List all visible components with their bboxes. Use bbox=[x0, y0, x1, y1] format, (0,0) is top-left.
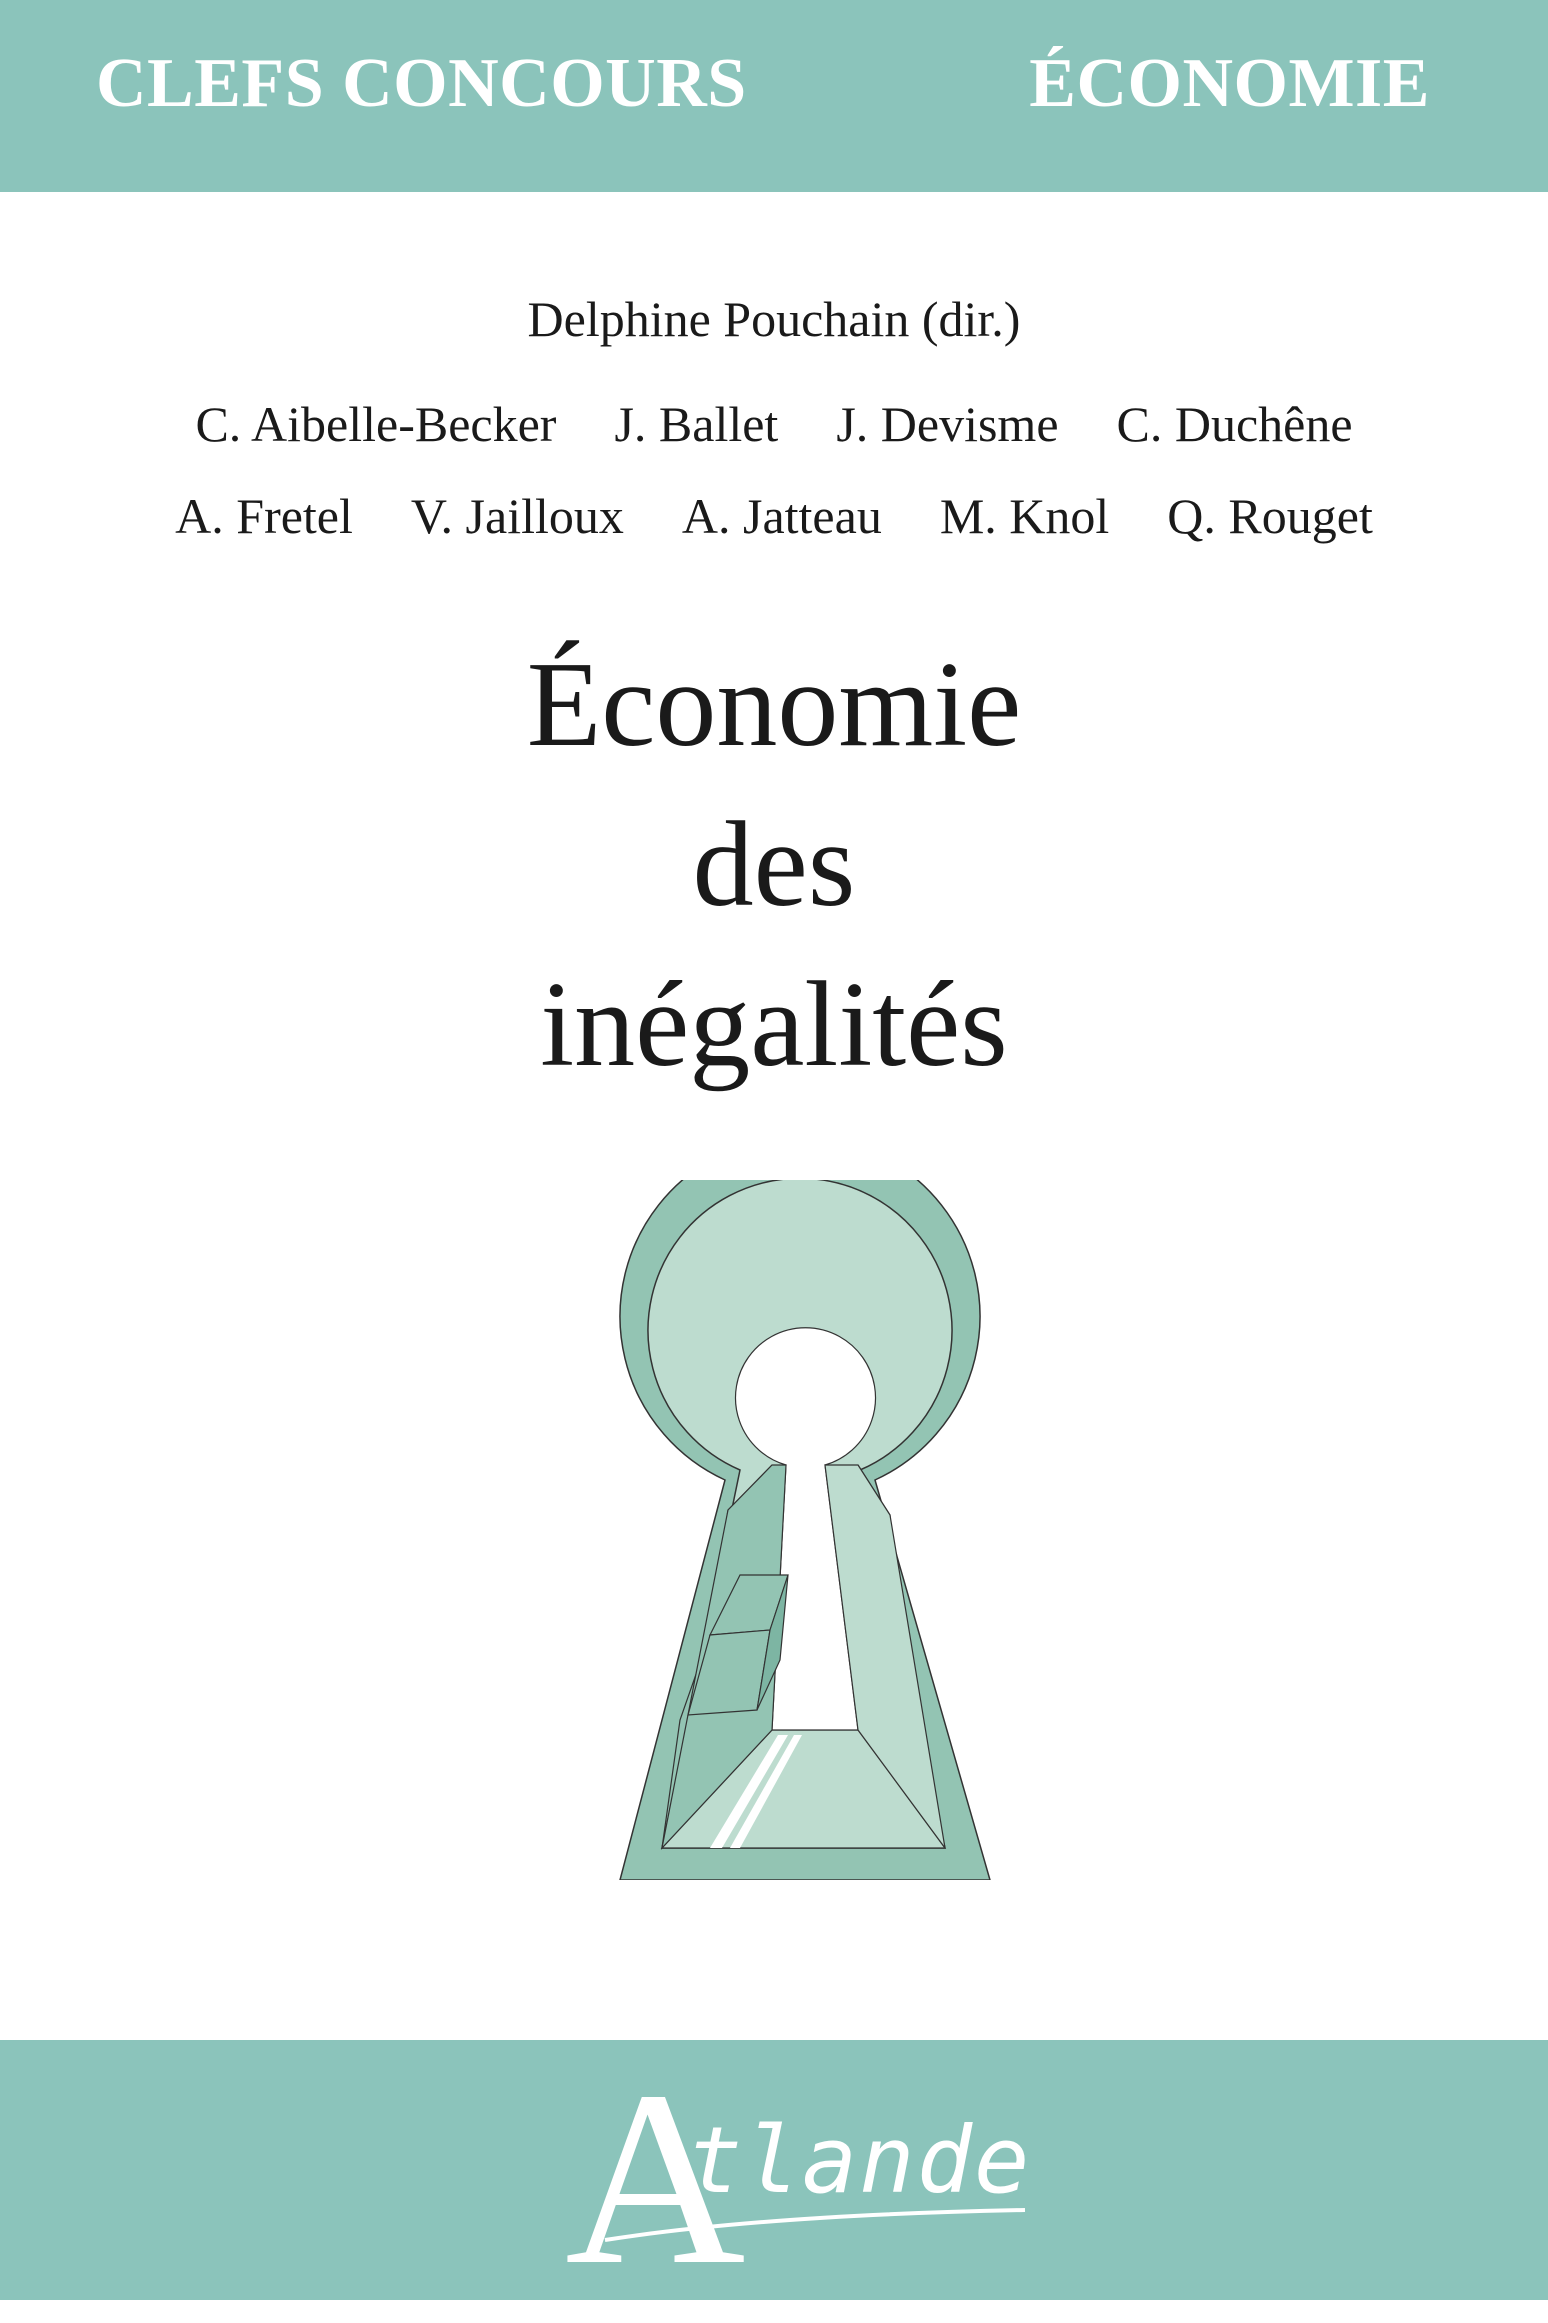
author-name: J. Ballet bbox=[614, 396, 779, 452]
author-name: C. Aibelle-Becker bbox=[195, 396, 557, 452]
top-band bbox=[0, 0, 1548, 192]
keyhole-icon bbox=[600, 1180, 1000, 1880]
authors-row-2 bbox=[0, 487, 1548, 545]
series-name: CLEFS CONCOURS bbox=[96, 45, 747, 122]
publisher-logo bbox=[565, 2040, 1045, 2317]
logo-swoosh-icon bbox=[565, 2055, 1045, 2285]
logo-wordmark: tlande bbox=[687, 2107, 1032, 2214]
author-name: A. Jatteau bbox=[681, 488, 882, 544]
author-name: C. Duchêne bbox=[1116, 396, 1353, 452]
discipline-name: ÉCONOMIE bbox=[1029, 45, 1430, 122]
book-title bbox=[0, 625, 1548, 1105]
authors-row-1 bbox=[0, 395, 1548, 453]
book-director: Delphine Pouchain (dir.) bbox=[527, 291, 1021, 347]
logo-initial: A bbox=[565, 2040, 746, 2317]
title-line-3: inégalités bbox=[540, 957, 1008, 1092]
author-name: A. Fretel bbox=[175, 488, 353, 544]
author-name: V. Jailloux bbox=[410, 488, 624, 544]
title-line-1: Économie bbox=[526, 637, 1022, 772]
author-name: J. Devisme bbox=[836, 396, 1059, 452]
author-name: M. Knol bbox=[939, 488, 1110, 544]
title-line-2: des bbox=[692, 797, 856, 932]
author-name: Q. Rouget bbox=[1167, 488, 1373, 544]
